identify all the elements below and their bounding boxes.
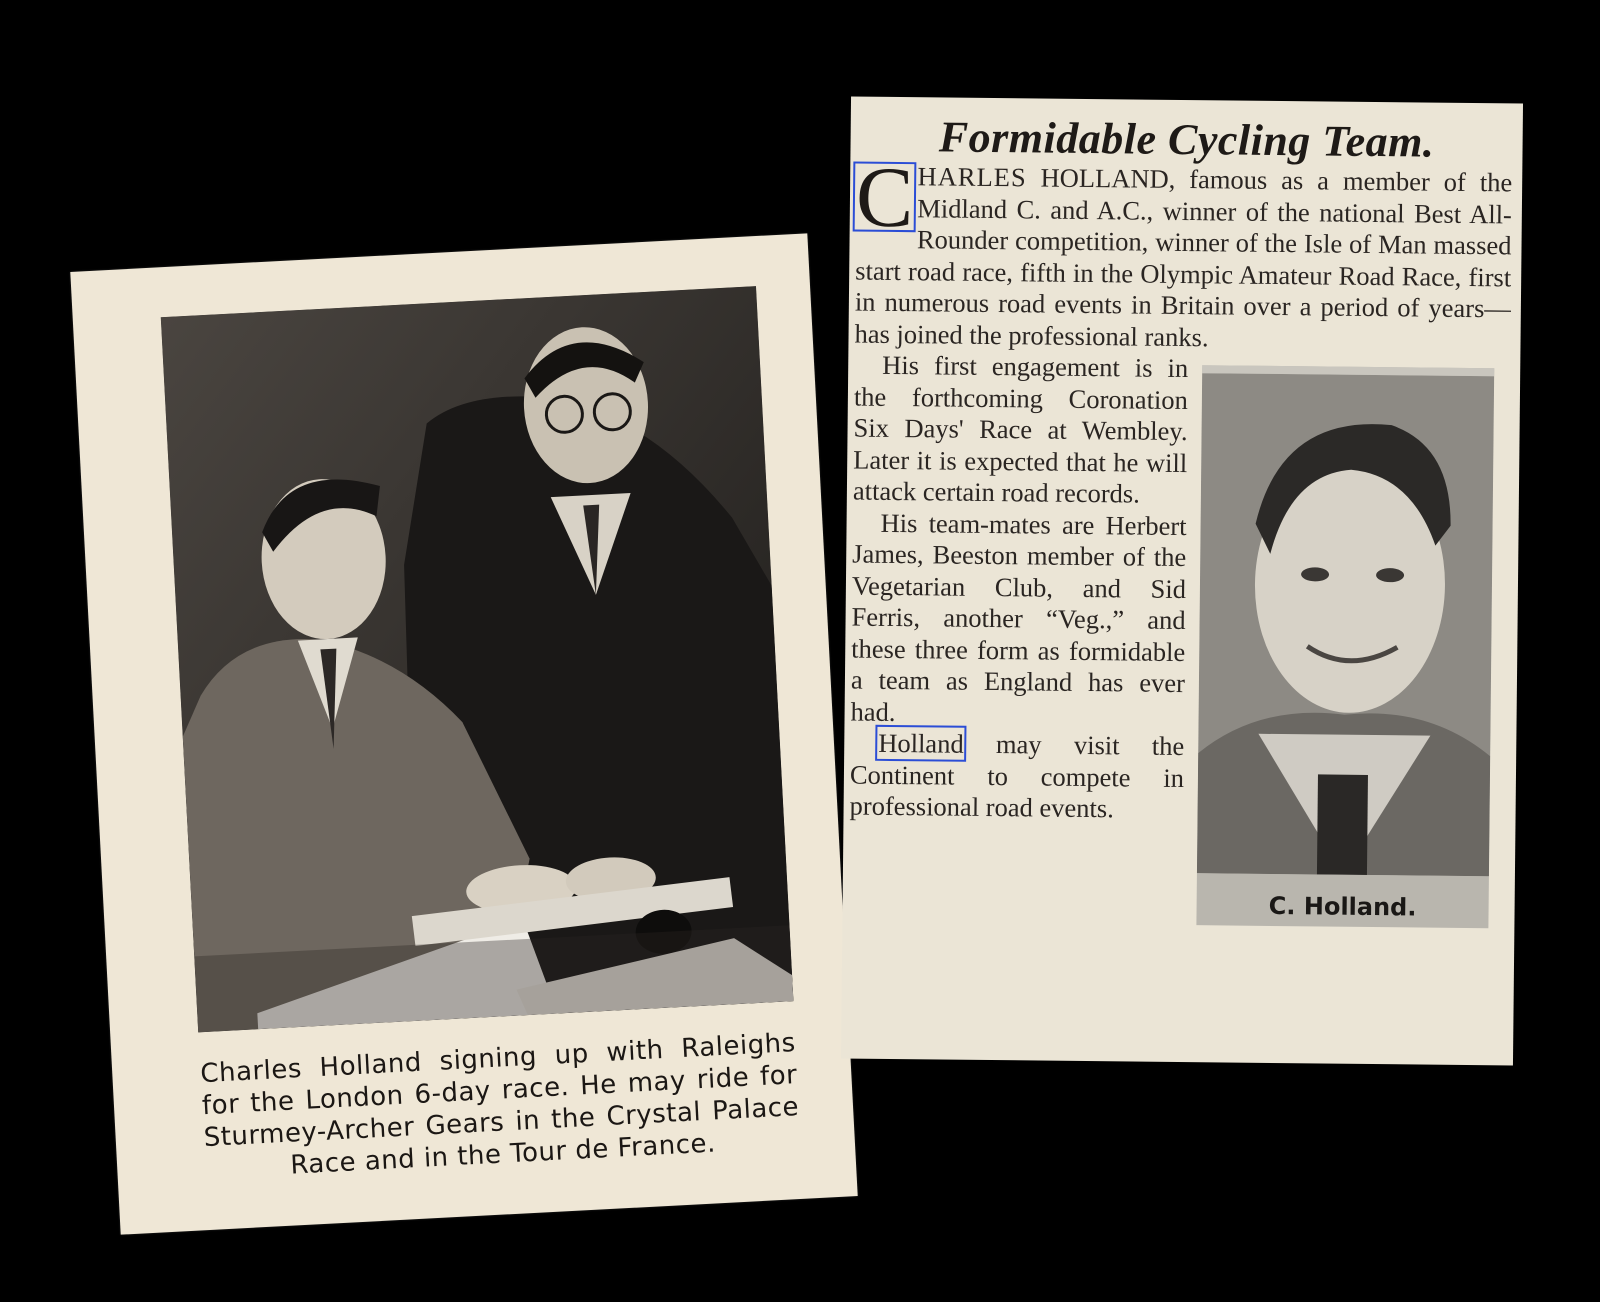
lead-word: HARLES <box>917 161 1027 193</box>
article-paragraph-2: His first engagement is in the forthcoming Coronation Six Days' Race at Wembley. Later it is expected that he will attack certain road records. <box>852 349 1189 509</box>
paragraph-4-text: may visit the Continent to compete in professional road events. <box>849 728 1185 824</box>
paragraph-1-text: HOLLAND, famous as a member of the Midland C. and A.C., winner of the national Best All-Rounder competition, winner of the Isle of Man massed start road race, fifth in the Olympic Amateur Road Race, first in numerous road events in Britain over a period of years—has joined the professional ranks. <box>854 162 1513 352</box>
article-paragraph-1 <box>854 148 1513 357</box>
highlighted-word[interactable]: Holland <box>878 727 964 759</box>
photo-caption: Charles Holland signing up with Raleighs for the London 6-day race. He may ride for Sturmey-Archer Gears in the Crystal Palace Race and in the Tour de France. <box>199 1028 800 1181</box>
article-headline: Formidable Cycling Team. <box>938 112 1435 167</box>
portrait-caption: C. Holland. <box>1268 891 1417 921</box>
signing-photo <box>161 286 794 1032</box>
article-paragraph-3: His team-mates are Herbert James, Beeston member of the Vegetarian Club, and Sid Ferris, another “Veg.,” and these three form as formidable a team as England has ever had. <box>850 507 1187 727</box>
portrait-photo <box>1196 365 1494 928</box>
left-clipping <box>70 233 857 1234</box>
signing-photo-illustration <box>161 286 794 1032</box>
portrait-illustration <box>1197 373 1494 876</box>
drop-cap: C <box>855 148 914 246</box>
right-clipping <box>841 97 1523 1066</box>
article-body <box>848 148 1513 929</box>
